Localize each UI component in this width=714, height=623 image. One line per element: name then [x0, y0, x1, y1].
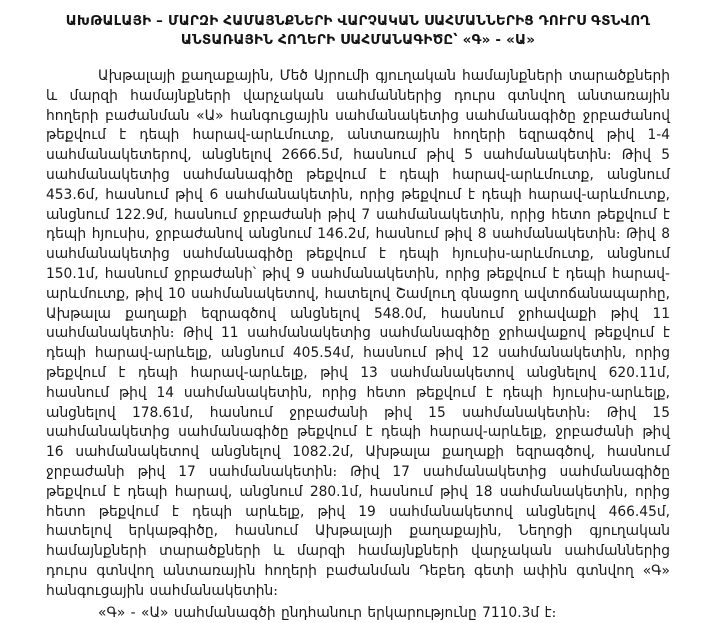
title-line-2: ԱՆՏԱՌԱՅԻՆ ՀՈՂԵՐԻ ՍԱՀՄԱՆԱԳԻԾԸ՝ «Գ» - «Ա»	[180, 32, 536, 48]
total-length-paragraph: «Գ» - «Ա» սահմանագծի ընդհանուր երկարությունը 7110.3մ է։	[98, 604, 557, 621]
boundary-description-paragraph: Ախթալայի քաղաքային, Մեծ Այրումի գյուղական համայնքների տարածքների և մարզի համայնքների վարչական սահմաններից դուրս գտնվող անտառային հողերի բաժանման «Ա» հանգուցային սահմանակետից սահմանագիծը ջրբաժանով թեքվում է դեպի հարավ-արևմուտք, անտառային հողերի եզրագծով թիվ 1-4 սահմանակետերով, անցնելով 2666.5մ, հասնում թիվ 5 սահմանակետին։ Թիվ 5 սահմանակետից սահմանագիծը թեքվում է դեպի հարավ-արևմուտք, անցնում 453.6մ, հասնում թիվ 6 սահմանակետին, որից թեքվում է դեպի հարավ-արևմուտք, անցնում 122.9մ, հասնում ջրբաժանի թիվ 7 սահմանակետին, որից հետո թեքվում է դեպի հյուսիս, ջրբաժանով անցնում 146.2մ, հասնում թիվ 8 սահմանակետին։ Թիվ 8 սահմանակետից սահմանագիծը թեքվում է դեպի հյուսիս-արևմուտք, անցնում 150.1մ, հասնում ջրբաժանի՝ թիվ 9 սահմանակետին, որից թեքվում է դեպի հարավ-արևմուտք, թիվ 10 սահմանակետով, հատելով Շամլուղ գնացող ավտոճանապարհը, Ախթալա քաղաքի եզրագծով անցնելով 548.0մ, հասնում ջրհավաքի թիվ 11 սահմանակետին։ Թիվ 11 սահմանակետից սահմանագիծը ջրհավաքով թեքվում է դեպի հարավ-արևելք, անցնում 405.54մ, հասնում թիվ 12 սահմանակետին, որից թեքվում է դեպի հարավ-արևելք, թիվ 13 սահմանակետով անցնելով 620.11մ, հասնում թիվ 14 սահմանակետին, որից հետո թեքվում է դեպի հյուսիս-արևելք, անցնելով 178.61մ, հասնում ջրբաժանի թիվ 15 սահմանակետին։ Թիվ 15 սահմանակետից սահմանագիծը թեքվում է դեպի հարավ-արևելք, ջրբաժանի թիվ 16 սահմանակետով անցնելով 1082.2մ, Ախթալա քաղաքի եզրագծով, հասնում ջրբաժանի թիվ 17 սահմանակետին։ Թիվ 17 սահմանակետից սահմանագիծը թեքվում է դեպի հարավ, անցնում 280.1մ, հասնում թիվ 18 սահմանակետին, որից հետո թեքվում է դեպի արևելք, թիվ 19 սահմանակետով անցնելով 466.45մ, հատելով երկաթգիծը, հասնում Ախթալայի քաղաքային, Նեղոցի գյուղական համայնքների տարածքների և մարզի համայնքների վարչական սահմաններից դուրս գտնվող անտառային հողերի բաժանման Դեբեդ գետի ափին գտնվող «Գ» հանգուցային սահմանակետին։	[46, 68, 670, 599]
document-title	[46, 12, 670, 50]
document-body	[46, 67, 670, 623]
title-line-1: ԱԽԹԱԼԱՅԻ – ՄԱՐԶԻ ՀԱՄԱՅՆՔՆԵՐԻ ՎԱՐՉԱԿԱՆ ՍԱՀՄԱՆՆԵՐԻՑ ԴՈՒՐՍ ԳՏՆՎՈՂ	[65, 13, 651, 29]
